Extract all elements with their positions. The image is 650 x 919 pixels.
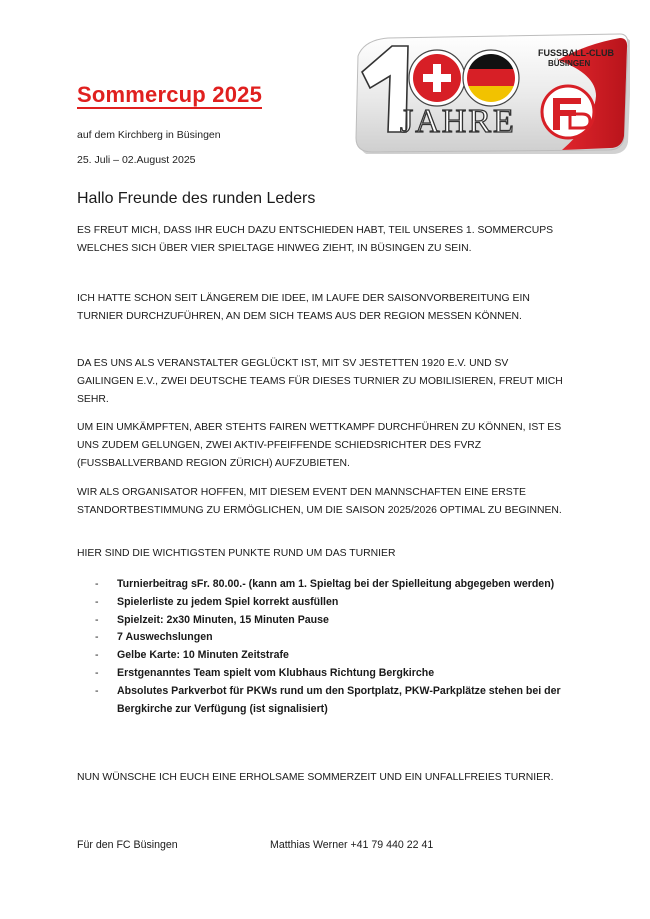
club-name-line-2: BÜSINGEN: [548, 59, 591, 68]
signature-club: Für den FC Büsingen: [77, 839, 178, 851]
list-item: - Spielerliste zu jedem Spiel korrekt ausfüllen: [95, 594, 575, 612]
list-item: - Absolutes Parkverbot für PKWs rund um den Sportplatz, PKW-Parkplätze stehen bei der Bergkirche zur Verfügung (ist signalisiert): [95, 683, 575, 719]
signature-contact: Matthias Werner +41 79 440 22 41: [270, 839, 434, 851]
tournament-points-list: [95, 574, 575, 718]
list-item: - Gelbe Karte: 10 Minuten Zeitstrafe: [95, 647, 575, 665]
club-anniversary-logo: [348, 26, 630, 154]
list-item: - Erstgenanntes Team spielt vom Klubhaus Richtung Bergkirche: [95, 665, 575, 683]
paragraph-teams: DA ES UNS ALS VERANSTALTER GEGLÜCKT IST, MIT SV JESTETTEN 1920 E.V. UND SV GAILINGEN E.V., ZWEI DEUTSCHE TEAMS FÜR DIESES TURNIER ZU MOBILISIEREN, FREUT MICH SEHR.: [77, 358, 563, 405]
paragraph-points-intro: HIER SIND DIE WICHTIGSTEN PUNKTE RUND UM DAS TURNIER: [77, 548, 396, 559]
years-word: JAHRE: [400, 103, 516, 140]
paragraph-closing: NUN WÜNSCHE ICH EUCH EINE ERHOLSAME SOMMERZEIT UND EIN UNFALLFREIES TURNIER.: [77, 772, 554, 783]
list-item: - Spielzeit: 2x30 Minuten, 15 Minuten Pause: [95, 612, 575, 630]
fcb-monogram-icon: [542, 86, 594, 138]
paragraph-referees: UM EIN UMKÄMPFTEN, ABER STEHTS FAIREN WETTKAMPF DURCHFÜHREN ZU KÖNNEN, IST ES UNS ZUDEM GELUNGEN, ZWEI AKTIV-PFEIFFENDE SCHIEDSRICHTER DES FVRZ (FUSSBALLVERBAND REGION ZÜRICH) AUFZUBIETEN.: [77, 422, 562, 469]
list-item: - Turnierbeitrag sFr. 80.00.- (kann am 1. Spieltag bei der Spielleitung abgegeben werden): [95, 576, 575, 594]
paragraph-idea: ICH HATTE SCHON SEIT LÄNGEREM DIE IDEE, IM LAUFE DER SAISONVORBEREITUNG EIN TURNIER DURCHZUFÜHREN, AN DEM SICH TEAMS AUS DER REGION MESSEN KÖNNEN.: [77, 293, 530, 322]
greeting-heading: Hallo Freunde des runden Leders: [77, 190, 316, 207]
club-name-line-1: FUSSBALL-CLUB: [538, 48, 614, 58]
swiss-flag-zero-icon: [409, 50, 465, 106]
event-dates: 25. Juli – 02.August 2025: [77, 154, 196, 166]
list-item: - 7 Auswechslungen: [95, 629, 575, 647]
paragraph-goal: WIR ALS ORGANISATOR HOFFEN, MIT DIESEM EVENT DEN MANNSCHAFTEN EINE ERSTE STANDORTBESTIMMUNG ZU ERMÖGLICHEN, UM DIE SAISON 2025/2026 OPTIMAL ZU BEGINNEN.: [77, 487, 562, 516]
german-flag-zero-icon: [463, 50, 519, 106]
event-location: auf dem Kirchberg in Büsingen: [77, 129, 221, 141]
paragraph-welcome: ES FREUT MICH, DASS IHR EUCH DAZU ENTSCHIEDEN HABT, TEIL UNSERES 1. SOMMERCUPS WELCHES SICH ÜBER VIER SPIELTAGE HINWEG ZIEHT, IN BÜSINGEN ZU SEIN.: [77, 225, 554, 254]
document-title: Sommercup 2025: [77, 82, 262, 107]
